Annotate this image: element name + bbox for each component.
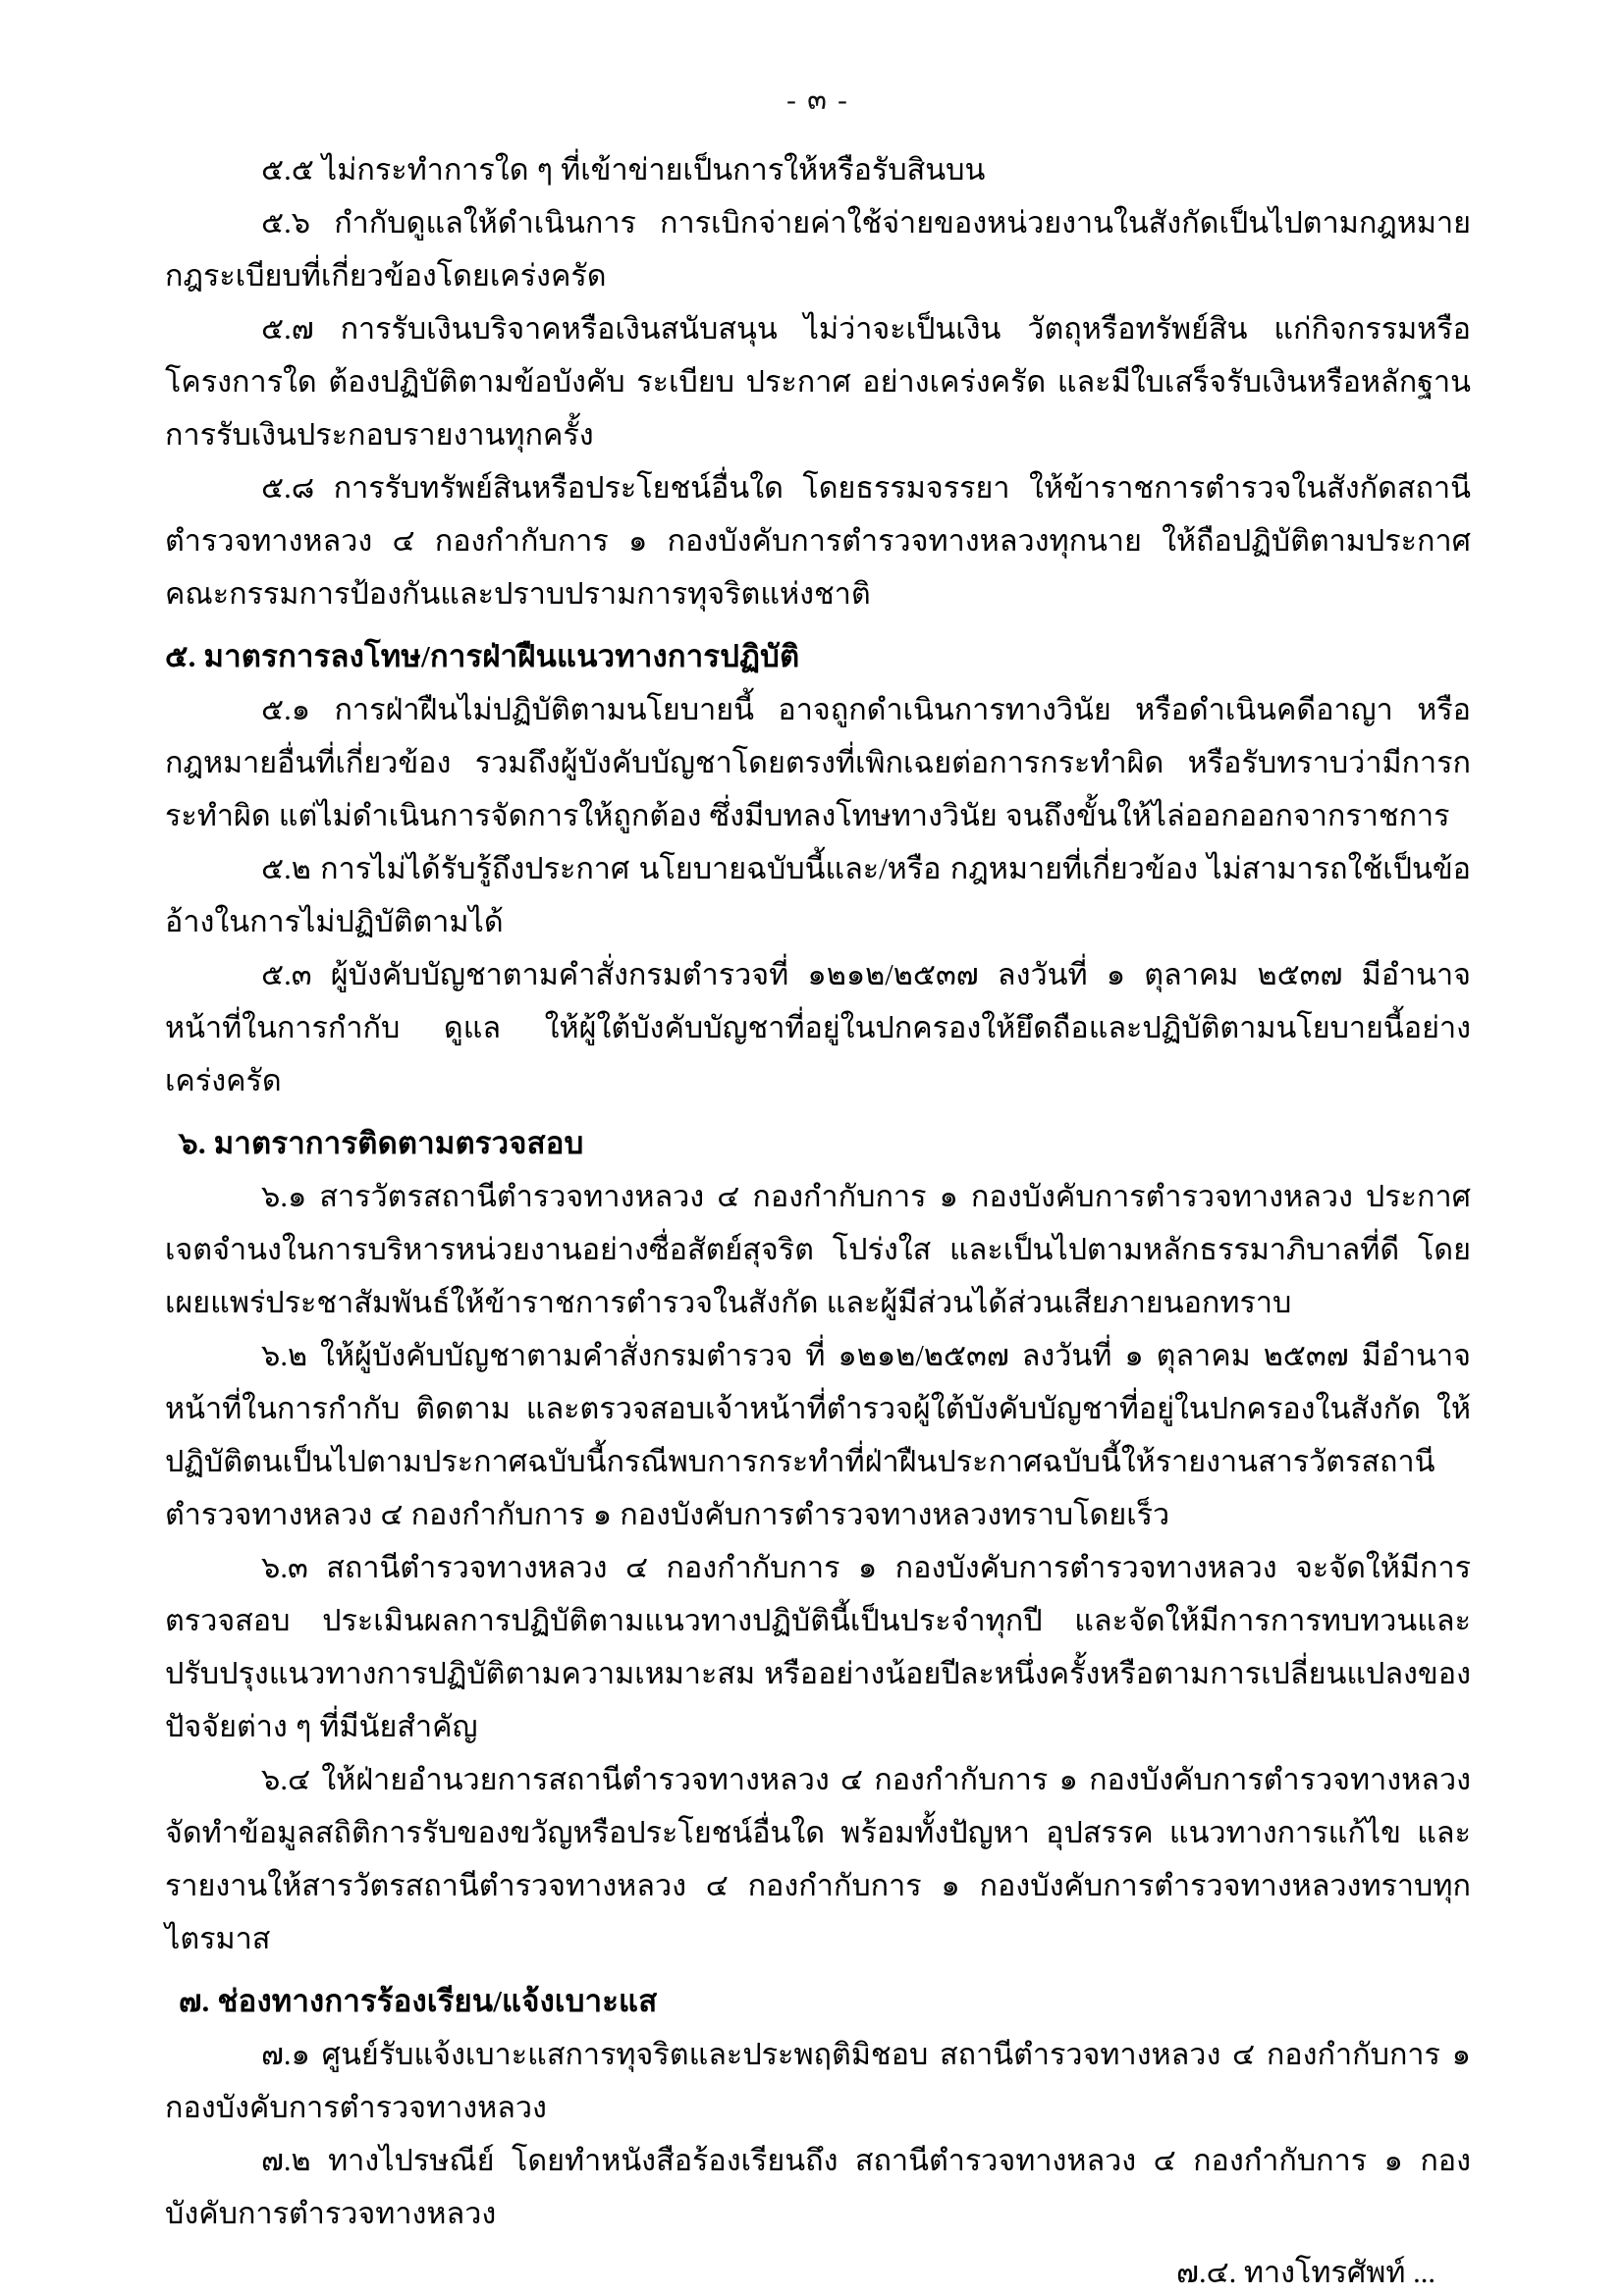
paragraph-item-6-1: ๖.๑ สารวัตรสถานีตำรวจทางหลวง ๔ กองกำกับการ ๑ กองบังคับการตำรวจทางหลวง ประกาศเจตจำนงในการบริหารหน่วยงานอย่างซื่อสัตย์สุจริต โปร่งใส และเป็นไปตามหลักธรรมาภิบาลที่ดี โดยเผยแพร่ประชาสัมพันธ์ให้ข้าราชการตำรวจในสังกัด และผู้มีส่วนได้ส่วนเสียภายนอกทราบ <box>165 1180 1471 1319</box>
paragraph-item-5-2: ๕.๒ การไม่ได้รับรู้ถึงประกาศ นโยบายฉบับนี้และ/หรือ กฎหมายที่เกี่ยวข้อง ไม่สามารถใช้เป็นข้ออ้างในการไม่ปฏิบัติตามได้ <box>165 852 1471 938</box>
page-number-header: - ๓ - <box>786 84 849 116</box>
page-content-area <box>165 0 1471 2296</box>
paragraph-item-6-2: ๖.๒ ให้ผู้บังคับบัญชาตามคำสั่งกรมตำรวจ ที่ ๑๒๑๒/๒๕๓๗ ลงวันที่ ๑ ตุลาคม ๒๕๓๗ มีอำนาจหน้าที่ในการกำกับ ติดตาม และตรวจสอบเจ้าหน้าที่ตำรวจผู้ใต้บังคับบัญชาที่อยู่ในปกครองในสังกัด ให้ปฏิบัติตนเป็นไปตามประกาศฉบับนี้กรณีพบการกระทำที่ฝ่าฝืนประกาศฉบับนี้ให้รายงานสารวัตรสถานีตำรวจทางหลวง ๔ กองกำกับการ ๑ กองบังคับการตำรวจทางหลวงทราบโดยเร็ว <box>165 1339 1471 1531</box>
section-heading-7: ๗. ช่องทางการร้องเรียน/แจ้งเบาะแส <box>179 1984 658 2018</box>
paragraph-item-5-6: ๕.๖ กำกับดูแลให้ดำเนินการ การเบิกจ่ายค่าใช้จ่ายของหน่วยงานในสังกัดเป็นไปตามกฎหมาย กฎระเบียบที่เกี่ยวข้องโดยเคร่งครัด <box>165 206 1471 293</box>
paragraph-item-5-8: ๕.๘ การรับทรัพย์สินหรือประโยชน์อื่นใด โดยธรรมจรรยา ให้ข้าราชการตำรวจในสังกัดสถานีตำรวจทางหลวง ๔ กองกำกับการ ๑ กองบังคับการตำรวจทางหลวงทุกนาย ให้ถือปฏิบัติตามประกาศคณะกรรมการป้องกันและปราบปรามการทุจริตแห่งชาติ <box>165 471 1471 611</box>
paragraph-item-5-7: ๕.๗ การรับเงินบริจาคหรือเงินสนับสนุน ไม่ว่าจะเป็นเงิน วัตถุหรือทรัพย์สิน แก่กิจกรรมหรือโครงการใด ต้องปฏิบัติตามข้อบังคับ ระเบียบ ประกาศ อย่างเคร่งครัด และมีใบเสร็จรับเงินหรือหลักฐานการรับเงินประกอบรายงานทุกครั้ง <box>165 312 1471 452</box>
continuation-line: ๗.๔. ทางโทรศัพท์ ... <box>1176 2256 1435 2289</box>
paragraph-item-5-3: ๕.๓ ผู้บังคับบัญชาตามคำสั่งกรมตำรวจที่ ๑๒๑๒/๒๕๓๗ ลงวันที่ ๑ ตุลาคม ๒๕๓๗ มีอำนาจหน้าที่ในการกำกับ ดูแล ให้ผู้ใต้บังคับบัญชาที่อยู่ในปกครองให้ยึดถือและปฏิบัติตามนโยบายนี้อย่างเคร่งครัด <box>165 958 1471 1097</box>
paragraph-item-5-5: ๕.๕ ไม่กระทำการใด ๆ ที่เข้าข่ายเป็นการให้หรือรับสินบน <box>261 153 986 187</box>
document-body <box>165 143 1471 2296</box>
paragraph-item-6-4: ๖.๔ ให้ฝ่ายอำนวยการสถานีตำรวจทางหลวง ๔ กองกำกับการ ๑ กองบังคับการตำรวจทางหลวง จัดทำข้อมูลสถิติการรับของขวัญหรือประโยชน์อื่นใด พร้อมทั้งปัญหา อุปสรรค แนวทางการแก้ไข และรายงานให้สารวัตรสถานีตำรวจทางหลวง ๔ กองกำกับการ ๑ กองบังคับการตำรวจทางหลวงทราบทุกไตรมาส <box>165 1763 1471 1955</box>
section-heading-6: ๖. มาตราการติดตามตรวจสอบ <box>179 1126 584 1160</box>
paragraph-item-7-2: ๗.๒ ทางไปรษณีย์ โดยทำหนังสือร้องเรียนถึง สถานีตำรวจทางหลวง ๔ กองกำกับการ ๑ กองบังคับการตำรวจทางหลวง <box>165 2144 1471 2230</box>
paragraph-item-6-3: ๖.๓ สถานีตำรวจทางหลวง ๔ กองกำกับการ ๑ กองบังคับการตำรวจทางหลวง จะจัดให้มีการตรวจสอบ ประเมินผลการปฏิบัติตามแนวทางปฏิบัตินี้เป็นประจำทุกปี และจัดให้มีการการทบทวนและปรับปรุงแนวทางการปฏิบัติตามความเหมาะสม หรืออย่างน้อยปีละหนึ่งครั้งหรือตามการเปลี่ยนแปลงของปัจจัยต่าง ๆ ที่มีนัยสำคัญ <box>165 1551 1471 1743</box>
paragraph-item-5-1: ๕.๑ การฝ่าฝืนไม่ปฏิบัติตามนโยบายนี้ อาจถูกดำเนินการทางวินัย หรือดำเนินคดีอาญา หรือกฎหมายอื่นที่เกี่ยวข้อง รวมถึงผู้บังคับบัญชาโดยตรงที่เพิกเฉยต่อการกระทำผิด หรือรับทราบว่ามีการกระทำผิด แต่ไม่ดำเนินการจัดการให้ถูกต้อง ซึ่งมีบทลงโทษทางวินัย จนถึงขั้นให้ไล่ออกออกจากราชการ <box>165 693 1471 832</box>
paragraph-item-7-1: ๗.๑ ศูนย์รับแจ้งเบาะแสการทุจริตและประพฤติมิชอบ สถานีตำรวจทางหลวง ๔ กองกำกับการ ๑ กองบังคับการตำรวจทางหลวง <box>165 2038 1471 2124</box>
section-heading-5: ๕. มาตรการลงโทษ/การฝ่าฝืนแนวทางการปฏิบัติ <box>165 639 800 673</box>
